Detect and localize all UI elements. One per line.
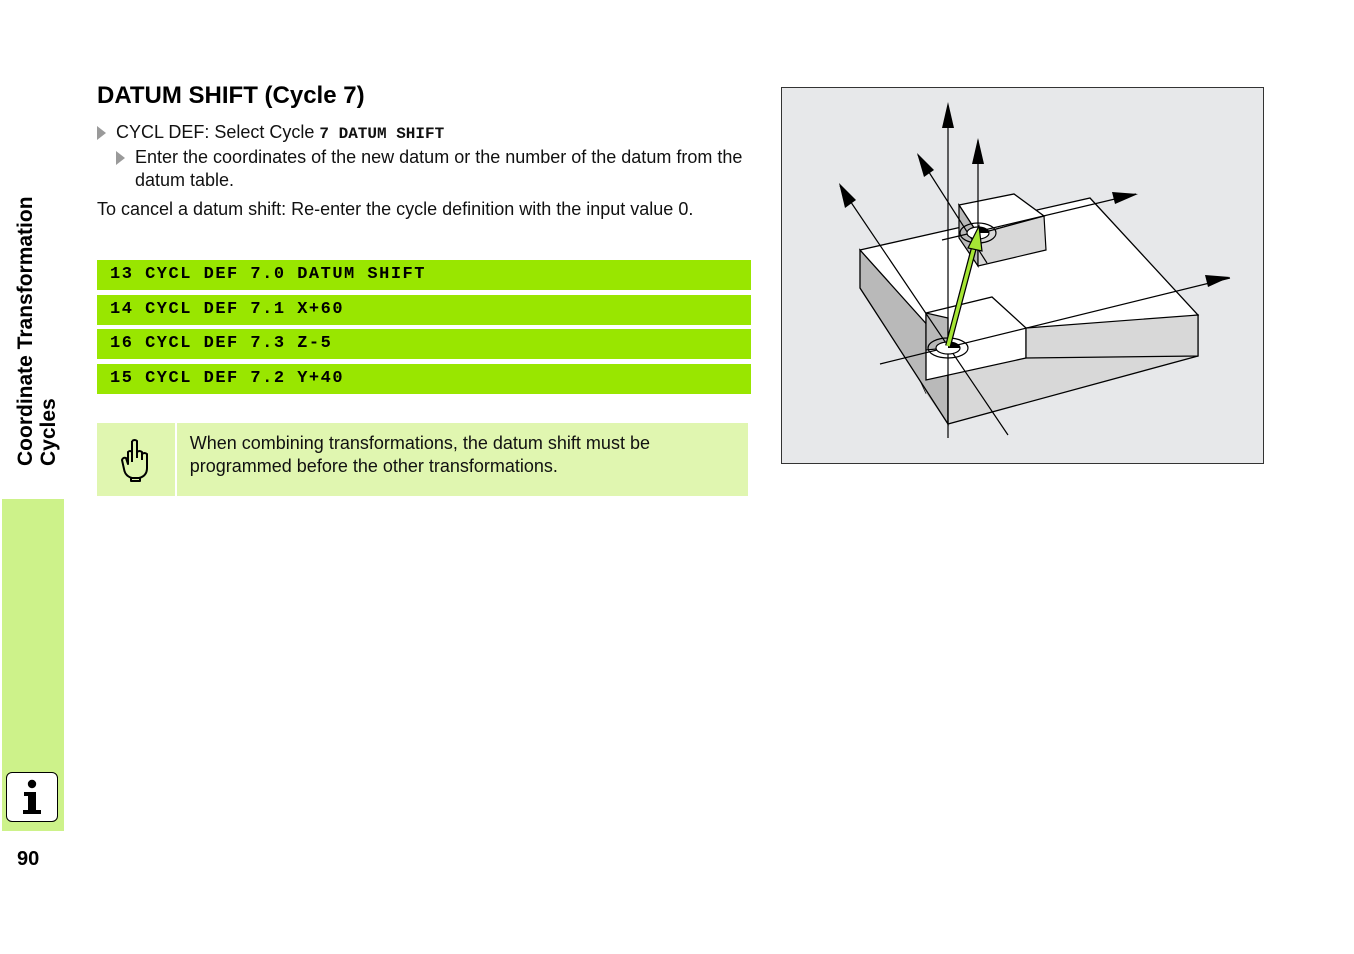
note-icon-cell <box>97 423 177 496</box>
cycle-code-label: 7 DATUM SHIFT <box>319 125 445 143</box>
step-enter-coordinates-text: Enter the coordinates of the new datum or the number of the datum from the datum table. <box>135 147 743 190</box>
info-icon[interactable] <box>6 772 58 822</box>
note-box <box>97 423 748 496</box>
code-line: 13 CYCL DEF 7.0 DATUM SHIFT <box>97 260 751 290</box>
cancel-instructions: To cancel a datum shift: Re-enter the cycle definition with the input value 0. <box>97 199 694 219</box>
page-title: DATUM SHIFT (Cycle 7) <box>97 82 365 109</box>
step-select-cycle-text: CYCL DEF: Select Cycle <box>116 122 320 142</box>
step-select-cycle <box>97 121 766 146</box>
page-number: 90 <box>17 848 40 870</box>
pointing-hand-icon <box>119 438 153 482</box>
code-line: 15 CYCL DEF 7.2 Y+40 <box>97 364 751 394</box>
code-line: 14 CYCL DEF 7.1 X+60 <box>97 295 751 325</box>
bullet-triangle-icon <box>97 126 106 140</box>
section-title-line1: Coordinate Transformation <box>14 196 37 466</box>
note-text: When combining transformations, the datum shift must be programmed before the other transformations. <box>189 433 650 476</box>
step-enter-coordinates <box>116 146 770 192</box>
bullet-triangle-icon <box>116 151 125 165</box>
section-title-line2: Cycles <box>37 398 60 466</box>
datum-shift-diagram <box>781 87 1264 464</box>
code-line: 16 CYCL DEF 7.3 Z-5 <box>97 329 751 359</box>
section-title <box>14 126 60 466</box>
